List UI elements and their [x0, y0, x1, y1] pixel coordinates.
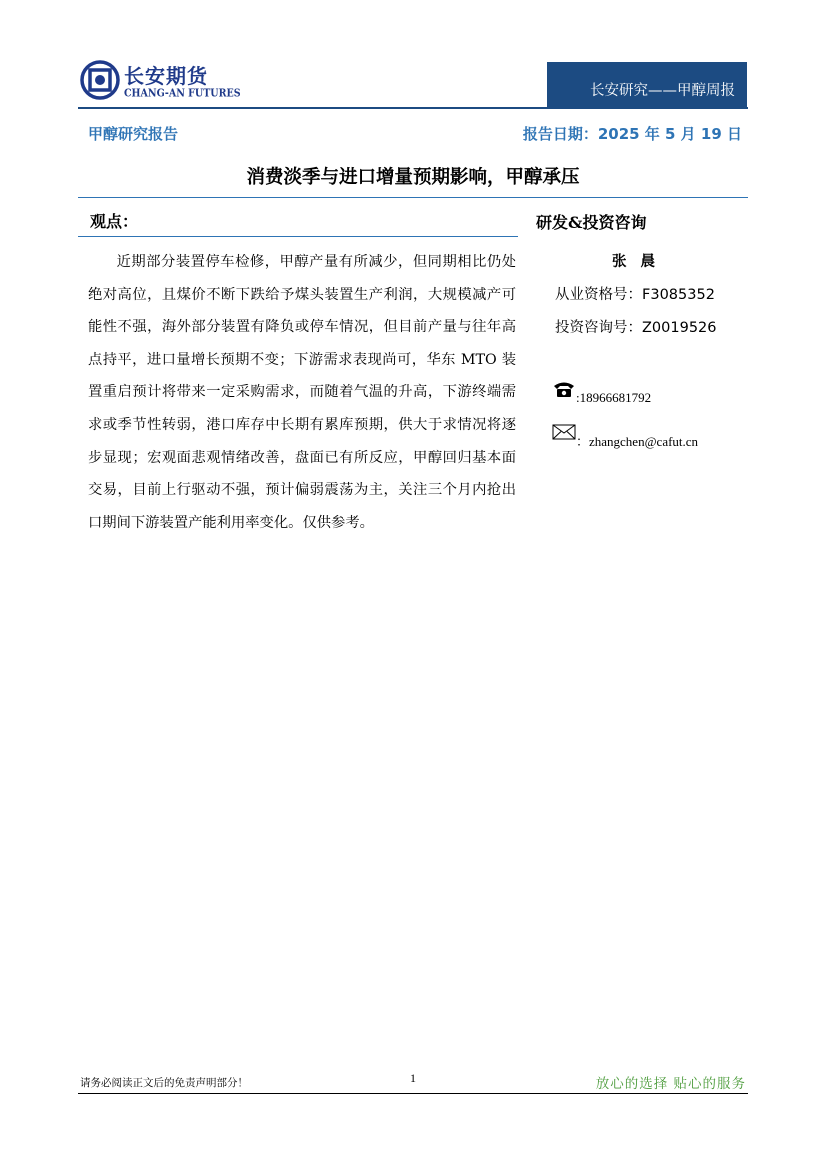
email-address: ：zhangchen@cafut.cn	[576, 434, 699, 449]
header-banner	[547, 62, 747, 107]
viewpoint-heading: 观点：	[90, 212, 139, 231]
logo-emblem-icon	[80, 60, 120, 100]
header-divider	[78, 107, 748, 109]
rnd-heading: 研发&投资咨询	[536, 213, 647, 232]
phone-number: :18966681792	[576, 390, 652, 405]
consult-number: Z0019526	[642, 320, 717, 336]
qualification-line	[555, 283, 715, 304]
title-divider	[78, 197, 748, 198]
page-number: 1	[410, 1071, 416, 1085]
qualification-label: 从业资格号：	[555, 287, 642, 303]
consult-line	[555, 316, 717, 337]
report-title: 消费淡季与进口增量预期影响，甲醇承压	[246, 167, 580, 188]
report-type: 甲醇研究报告	[88, 125, 179, 143]
report-date: 报告日期：2025 年 5 月 19 日	[522, 125, 742, 143]
phone-icon	[552, 380, 576, 398]
analyst-name: 张晨	[612, 253, 669, 270]
qualification-number: F3085352	[642, 287, 715, 303]
company-logo	[80, 60, 241, 104]
banner-title: 长安研究——甲醇周报	[590, 83, 735, 99]
viewpoint-divider	[78, 236, 518, 237]
logo-chinese-name: 长安期货	[124, 64, 208, 88]
footer-divider	[78, 1093, 748, 1094]
mail-icon	[552, 424, 576, 440]
logo-english-name: CHANG-AN FUTURES	[124, 87, 241, 101]
company-slogan: 放心的选择 贴心的服务	[595, 1076, 746, 1092]
consult-label: 投资咨询号：	[555, 320, 642, 336]
disclaimer-note: 请务必阅读正文后的免责声明部分！	[80, 1077, 248, 1089]
viewpoint-body: 近期部分装置停车检修，甲醇产量有所减少，但同期相比仍处绝对高位，且煤价不断下跌给予煤头装置生产利润，大规模减产可能性不强，海外部分装置有降负或停车情况，但目前产量与往年高点持平，进口量增长预期不变；下游需求表现尚可，华东 MTO 装置重启预计将带来一定采购需求，而随着气温的升高，下游终端需求或季节性转弱，港口库存中长期有累库预期，供大于求情况将逐步显现；宏观面悲观情绪改善，盘面已有所反应，甲醇回归基本面交易，目前上行驱动不强，预计偏弱震荡为主，关注三个月内抢出口期间下游装置产能利用率变化。仅供参考。	[88, 254, 516, 531]
